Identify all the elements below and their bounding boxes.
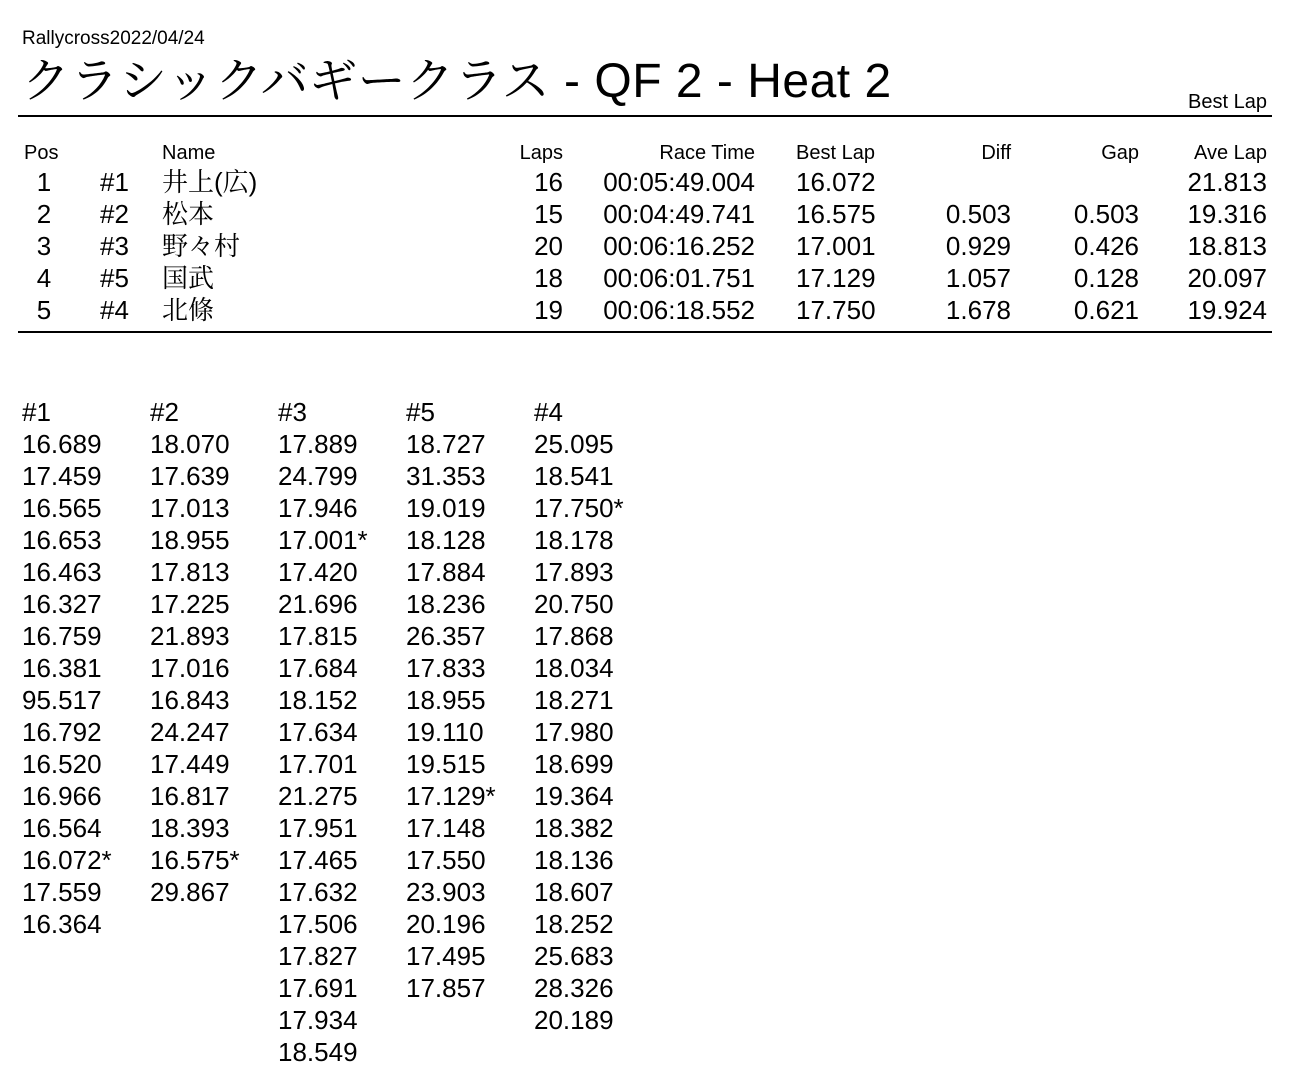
- lap-column-car-number: #1: [22, 397, 51, 427]
- results-body: [0, 166, 1293, 326]
- results-row: [0, 262, 1293, 294]
- lap-time: 18.136: [534, 845, 614, 875]
- lap-time: 18.393: [150, 813, 230, 843]
- lap-time: 16.843: [150, 685, 230, 715]
- lap-column-car-number: #2: [150, 397, 179, 427]
- gap-cell: 0.128: [1073, 263, 1139, 293]
- best-lap-cell: 16.575: [796, 199, 876, 229]
- lap-time: 18.236: [406, 589, 486, 619]
- lap-time: 21.696: [278, 589, 358, 619]
- lap-time: 21.893: [150, 621, 230, 651]
- gap-cell: 0.621: [1073, 295, 1139, 325]
- pos-cell: 3: [36, 231, 52, 261]
- lap-time: 17.449: [150, 749, 230, 779]
- lap-time: 16.463: [22, 557, 102, 587]
- results-table: [0, 140, 1293, 326]
- lap-time: 29.867: [150, 877, 230, 907]
- lap-time: 18.541: [534, 461, 614, 491]
- lap-time: 25.095: [534, 429, 614, 459]
- lap-time: 17.148: [406, 813, 486, 843]
- lap-time: 18.727: [406, 429, 486, 459]
- lap-time: 17.889: [278, 429, 358, 459]
- lap-time: 17.129*: [406, 781, 496, 811]
- lap-time: 19.110: [406, 717, 484, 747]
- lap-time: 18.034: [534, 653, 614, 683]
- laps-cell: 20: [534, 231, 563, 261]
- diff-cell: 0.503: [945, 199, 1011, 229]
- results-row: [0, 294, 1293, 326]
- lap-time: 24.799: [278, 461, 358, 491]
- lap-time: 17.868: [534, 621, 614, 651]
- lap-time: 17.701: [278, 749, 358, 779]
- lap-time: 17.465: [278, 845, 358, 875]
- laps-cell: 19: [534, 295, 563, 325]
- col-gap-header: Gap: [1101, 142, 1139, 164]
- lap-time: 17.750*: [534, 493, 624, 523]
- lap-time: 17.684: [278, 653, 358, 683]
- col-ave-lap-header: Ave Lap: [1193, 142, 1267, 164]
- gap-cell: 0.503: [1073, 199, 1139, 229]
- results-header-row: [0, 140, 1293, 166]
- lap-time: 18.070: [150, 429, 230, 459]
- col-race-time-header: Race Time: [659, 142, 755, 164]
- driver-name-cell: 北條: [162, 295, 215, 325]
- lap-time: 18.955: [406, 685, 486, 715]
- best-lap-cell: 17.129: [796, 263, 876, 293]
- lap-time: 18.549: [278, 1037, 358, 1067]
- lap-time: 16.327: [22, 589, 102, 619]
- lap-time: 17.495: [406, 941, 486, 971]
- lap-time: 17.833: [406, 653, 486, 683]
- lap-time: 18.607: [534, 877, 614, 907]
- best-lap-cell: 17.001: [796, 231, 876, 261]
- lap-column: [22, 396, 142, 940]
- lap-time: 17.013: [150, 493, 230, 523]
- lap-time: 17.001*: [278, 525, 368, 555]
- lap-time: 20.750: [534, 589, 614, 619]
- lap-time: 17.459: [22, 461, 102, 491]
- lap-time: 18.955: [150, 525, 230, 555]
- results-row: [0, 230, 1293, 262]
- driver-name-cell: 井上(広): [162, 167, 258, 197]
- lap-column: [150, 396, 270, 908]
- lap-time: 95.517: [22, 685, 102, 715]
- best-lap-subtitle: Best Lap: [1188, 91, 1267, 113]
- page-title: クラシックバギークラス - QF 2 - Heat 2: [22, 55, 892, 108]
- lap-time: 25.683: [534, 941, 614, 971]
- diff-cell: 1.678: [945, 295, 1011, 325]
- lap-time: 28.326: [534, 973, 614, 1003]
- results-row: [0, 166, 1293, 198]
- lap-time: 17.884: [406, 557, 486, 587]
- lap-time: 17.813: [150, 557, 230, 587]
- lap-time: 19.364: [534, 781, 614, 811]
- lap-time: 17.634: [278, 717, 358, 747]
- best-lap-cell: 16.072: [796, 167, 876, 197]
- race-time-cell: 00:04:49.741: [603, 199, 755, 229]
- lap-time: 20.196: [406, 909, 486, 939]
- lap-time: 16.564: [22, 813, 102, 843]
- lap-time: 17.951: [278, 813, 358, 843]
- lap-time: 17.639: [150, 461, 230, 491]
- lap-time: 17.946: [278, 493, 358, 523]
- lap-time: 17.632: [278, 877, 358, 907]
- lap-time: 17.893: [534, 557, 614, 587]
- lap-column-car-number: #3: [278, 397, 307, 427]
- lap-time: 23.903: [406, 877, 486, 907]
- col-best-lap-header: Best Lap: [796, 142, 875, 164]
- best-lap-cell: 17.750: [796, 295, 876, 325]
- race-time-cell: 00:06:16.252: [603, 231, 755, 261]
- lap-column: [406, 396, 526, 1004]
- lap-time: 20.189: [534, 1005, 614, 1035]
- event-line: Rallycross2022/04/24: [22, 28, 205, 49]
- lap-time: 17.691: [278, 973, 358, 1003]
- car-number-cell: #4: [100, 295, 129, 325]
- lap-time: 18.699: [534, 749, 614, 779]
- laps-cell: 15: [534, 199, 563, 229]
- top-rule: [18, 115, 1272, 117]
- lap-column-car-number: #4: [534, 397, 563, 427]
- col-laps-header: Laps: [519, 142, 563, 164]
- lap-time: 16.759: [22, 621, 102, 651]
- lap-time: 17.225: [150, 589, 230, 619]
- lap-time: 18.178: [534, 525, 614, 555]
- lap-time: 17.815: [278, 621, 358, 651]
- lap-column-car-number: #5: [406, 397, 435, 427]
- lap-time: 17.550: [406, 845, 486, 875]
- lap-time: 17.980: [534, 717, 614, 747]
- lap-time: 18.382: [534, 813, 614, 843]
- race-time-cell: 00:06:18.552: [603, 295, 755, 325]
- car-number-cell: #2: [100, 199, 129, 229]
- lap-time: 18.128: [406, 525, 486, 555]
- lap-time: 17.420: [278, 557, 358, 587]
- lap-time: 18.271: [534, 685, 614, 715]
- pos-cell: 1: [36, 167, 52, 197]
- lap-time: 17.857: [406, 973, 486, 1003]
- lap-time: 24.247: [150, 717, 230, 747]
- car-number-cell: #1: [100, 167, 129, 197]
- pos-cell: 4: [36, 263, 52, 293]
- driver-name-cell: 野々村: [162, 231, 241, 261]
- ave-lap-cell: 19.316: [1187, 199, 1267, 229]
- lap-column: [278, 396, 398, 1068]
- gap-cell: 0.426: [1073, 231, 1139, 261]
- car-number-cell: #3: [100, 231, 129, 261]
- lap-time: 18.152: [278, 685, 358, 715]
- lap-time: 16.520: [22, 749, 102, 779]
- car-number-cell: #5: [100, 263, 129, 293]
- lap-time: 18.252: [534, 909, 614, 939]
- lap-time: 17.827: [278, 941, 358, 971]
- lap-time: 21.275: [278, 781, 358, 811]
- lap-time: 16.575*: [150, 845, 240, 875]
- driver-name-cell: 国武: [162, 263, 215, 293]
- lap-time: 16.565: [22, 493, 102, 523]
- lap-time: 16.364: [22, 909, 102, 939]
- laps-cell: 16: [534, 167, 563, 197]
- results-row: [0, 198, 1293, 230]
- col-name-header: Name: [162, 142, 216, 164]
- race-time-cell: 00:06:01.751: [603, 263, 755, 293]
- bottom-rule: [18, 331, 1272, 333]
- diff-cell: 1.057: [945, 263, 1011, 293]
- lap-time: 16.689: [22, 429, 102, 459]
- lap-time: 17.934: [278, 1005, 358, 1035]
- lap-time: 19.019: [406, 493, 486, 523]
- ave-lap-cell: 19.924: [1187, 295, 1267, 325]
- col-diff-header: Diff: [981, 142, 1011, 164]
- ave-lap-cell: 21.813: [1187, 167, 1267, 197]
- lap-time: 16.653: [22, 525, 102, 555]
- laps-cell: 18: [534, 263, 563, 293]
- lap-time: 16.966: [22, 781, 102, 811]
- pos-cell: 2: [36, 199, 52, 229]
- lap-time: 16.792: [22, 717, 102, 747]
- lap-time: 17.559: [22, 877, 102, 907]
- diff-cell: 0.929: [945, 231, 1011, 261]
- lap-time: 16.072*: [22, 845, 112, 875]
- col-pos-header: Pos: [24, 142, 59, 164]
- lap-time: 16.381: [22, 653, 102, 683]
- ave-lap-cell: 18.813: [1187, 231, 1267, 261]
- ave-lap-cell: 20.097: [1187, 263, 1267, 293]
- lap-column: [534, 396, 654, 1036]
- lap-time: 16.817: [150, 781, 230, 811]
- lap-time: 26.357: [406, 621, 486, 651]
- driver-name-cell: 松本: [162, 199, 215, 229]
- lap-time: 17.506: [278, 909, 358, 939]
- lap-time: 19.515: [406, 749, 486, 779]
- lap-time: 31.353: [406, 461, 486, 491]
- race-time-cell: 00:05:49.004: [603, 167, 755, 197]
- pos-cell: 5: [36, 295, 52, 325]
- lap-time: 17.016: [150, 653, 230, 683]
